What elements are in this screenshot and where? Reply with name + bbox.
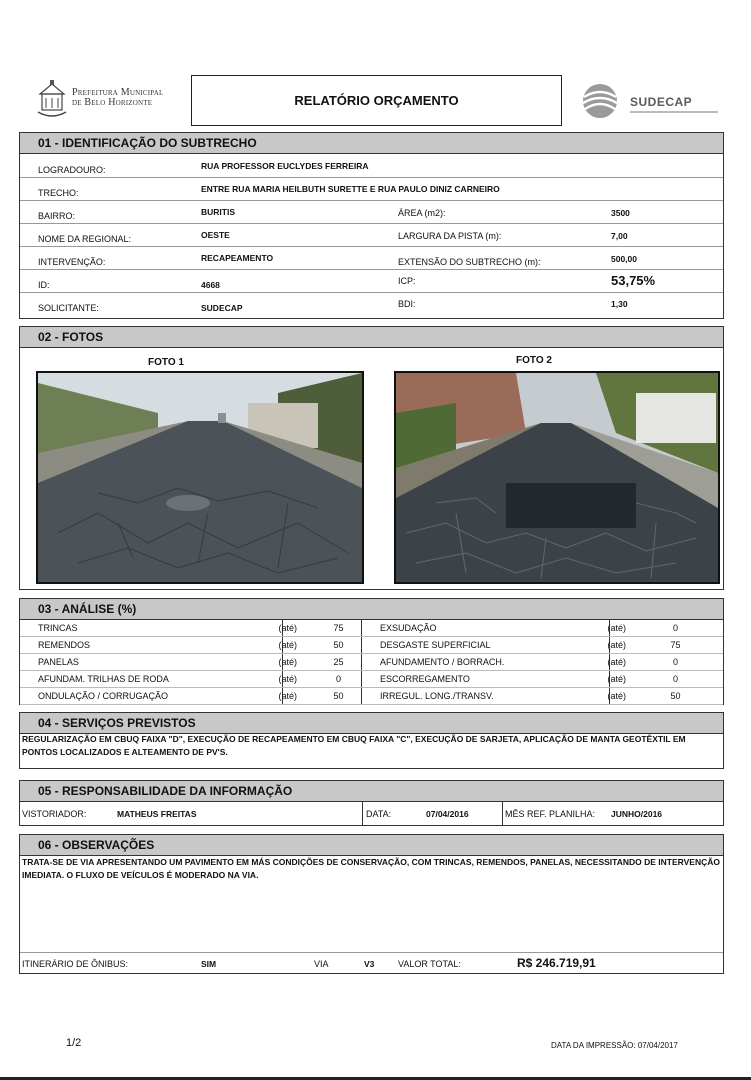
largura-label: LARGURA DA PISTA (m): [398,231,502,241]
row-id [20,270,723,293]
print-date: DATA DA IMPRESSÃO: 07/04/2017 [551,1041,678,1050]
icp-label: ICP: [398,276,416,286]
pbh-logo [36,80,186,122]
pbh-name-line2: de Belo Horizonte [72,97,153,108]
sudecap-logo [578,83,718,119]
analise-left-value: 50 [299,688,378,705]
report-title: RELATÓRIO ORÇAMENTO [191,75,562,126]
observacoes-text: TRATA-SE DE VIA APRESENTANDO UM PAVIMENTO EM MÁS CONDIÇÕES DE CONSERVAÇÃO, COM TRINCAS, REMENDOS, PANELAS, NECESSITANDO DE INTERVENÇÃO IMEDIATA. O FLUXO DE VEÍCULOS É MODERADO NA VIA. [22,857,720,880]
row-regional [20,224,723,247]
analise-right-label: DESGASTE SUPERFICIAL [378,637,602,654]
mes-value: JUNHO/2016 [611,809,663,819]
analise-right-value: 0 [628,654,723,671]
page-number: 1/2 [66,1037,82,1049]
analise-right-label: ESCORREGAMENTO [378,671,602,688]
analise-left-value: 0 [299,671,378,688]
foto2-image [394,371,720,584]
analise-row [20,637,723,654]
row-logradouro [20,155,723,178]
analise-right-value: 0 [628,620,723,637]
analise-left-ate: (até) [275,637,299,654]
mes-label: MÊS REF. PLANILHA: [505,809,596,819]
section-analise [19,598,724,705]
extensao-value: 500,00 [611,254,637,264]
analise-right-ate: (até) [602,654,628,671]
analise-right-ate: (até) [602,637,628,654]
analise-left-label: ONDULAÇÃO / CORRUGAÇÃO [20,688,275,705]
logradouro-value: RUA PROFESSOR EUCLYDES FERREIRA [201,161,369,171]
row-trecho [20,178,723,201]
section-03-heading: 03 - ANÁLISE (%) [20,599,723,620]
sudecap-tagline [630,111,718,113]
trecho-value: ENTRE RUA MARIA HEILBUTH SURETTE E RUA PAULO DINIZ CARNEIRO [201,184,500,194]
analise-left-label: REMENDOS [20,637,275,654]
valor-label: VALOR TOTAL: [398,959,461,969]
section-servicos [19,712,724,769]
analise-left-value: 25 [299,654,378,671]
foto1-image [36,371,364,584]
analise-left-label: TRINCAS [20,620,275,637]
row-solicitante [20,293,723,316]
street-photo-2-icon [396,373,718,582]
row-bairro [20,201,723,224]
data-label: DATA: [366,809,392,819]
data-value: 07/04/2016 [426,809,469,819]
solicitante-label: SOLICITANTE: [38,303,99,313]
pbh-name-line1: Prefeitura Municipal [72,87,164,98]
onibus-label: ITINERÁRIO DE ÔNIBUS: [22,959,129,969]
section-06-heading: 06 - OBSERVAÇÕES [20,835,723,856]
pbh-crest-icon [36,80,68,120]
trecho-label: TRECHO: [38,188,79,198]
vistoriador-value: MATHEUS FREITAS [117,809,197,819]
analise-row [20,671,723,688]
onibus-value: SIM [201,959,217,969]
regional-label: NOME DA REGIONAL: [38,234,132,244]
via-value: V3 [364,959,375,969]
analise-left-value: 75 [299,620,378,637]
valor-value: R$ 246.719,91 [517,956,596,970]
section-04-heading: 04 - SERVIÇOS PREVISTOS [20,713,723,734]
section-observacoes [19,834,724,974]
analise-right-value: 75 [628,637,723,654]
analise-right-value: 0 [628,671,723,688]
id-value: 4668 [201,280,220,290]
analise-left-ate: (até) [275,620,299,637]
section-01-heading: 01 - IDENTIFICAÇÃO DO SUBTRECHO [20,133,723,154]
id-label: ID: [38,280,50,290]
section-identificacao [19,132,724,319]
intervencao-value: RECAPEAMENTO [201,253,274,263]
analise-table [20,620,723,705]
analise-right-ate: (até) [602,688,628,705]
sudecap-name: SUDECAP [630,95,693,109]
vistoriador-label: VISTORIADOR: [22,809,87,819]
icp-value: 53,75% [611,273,656,288]
area-value: 3500 [611,208,630,218]
street-photo-1-icon [38,373,362,582]
via-label: VIA [314,959,329,969]
extensao-label: EXTENSÃO DO SUBTRECHO (m): [398,257,541,267]
analise-right-ate: (até) [602,671,628,688]
analise-row [20,688,723,705]
bdi-value: 1,30 [611,299,628,309]
solicitante-value: SUDECAP [201,303,243,313]
analise-right-label: IRREGUL. LONG./TRANSV. [378,688,602,705]
analise-row [20,620,723,637]
bairro-value: BURITIS [201,207,235,217]
analise-right-value: 50 [628,688,723,705]
analise-right-label: EXSUDAÇÃO [378,620,602,637]
section-02-heading: 02 - FOTOS [20,327,723,348]
analise-left-label: AFUNDAM. TRILHAS DE RODA [20,671,275,688]
intervencao-label: INTERVENÇÃO: [38,257,106,267]
regional-value: OESTE [201,230,230,240]
bdi-label: BDI: [398,299,416,309]
servicos-text: REGULARIZAÇÃO EM CBUQ FAIXA "D", EXECUÇÃO DE RECAPEAMENTO EM CBUQ FAIXA "C", EXECUÇÃO DE SARJETA, APLICAÇÃO DE MANTA GEOTÊXTIL EM PONTOS LOCALIZADOS E ALTEAMENTO DE PV'S. [22,734,686,757]
analise-left-value: 50 [299,637,378,654]
largura-value: 7,00 [611,231,628,241]
sudecap-emblem-icon [578,83,622,119]
foto1-label: FOTO 1 [148,357,184,368]
analise-left-ate: (até) [275,654,299,671]
section-fotos [19,326,724,590]
analise-left-ate: (até) [275,688,299,705]
analise-left-ate: (até) [275,671,299,688]
section-05-heading: 05 - RESPONSABILIDADE DA INFORMAÇÃO [20,781,723,802]
foto2-label: FOTO 2 [516,355,552,366]
area-label: ÁREA (m2): [398,208,446,218]
section-responsabilidade [19,780,724,826]
analise-left-label: PANELAS [20,654,275,671]
analise-right-label: AFUNDAMENTO / BORRACH. [378,654,602,671]
row-intervencao [20,247,723,270]
analise-right-ate: (até) [602,620,628,637]
bairro-label: BAIRRO: [38,211,76,221]
analise-row [20,654,723,671]
logradouro-label: LOGRADOURO: [38,165,106,175]
